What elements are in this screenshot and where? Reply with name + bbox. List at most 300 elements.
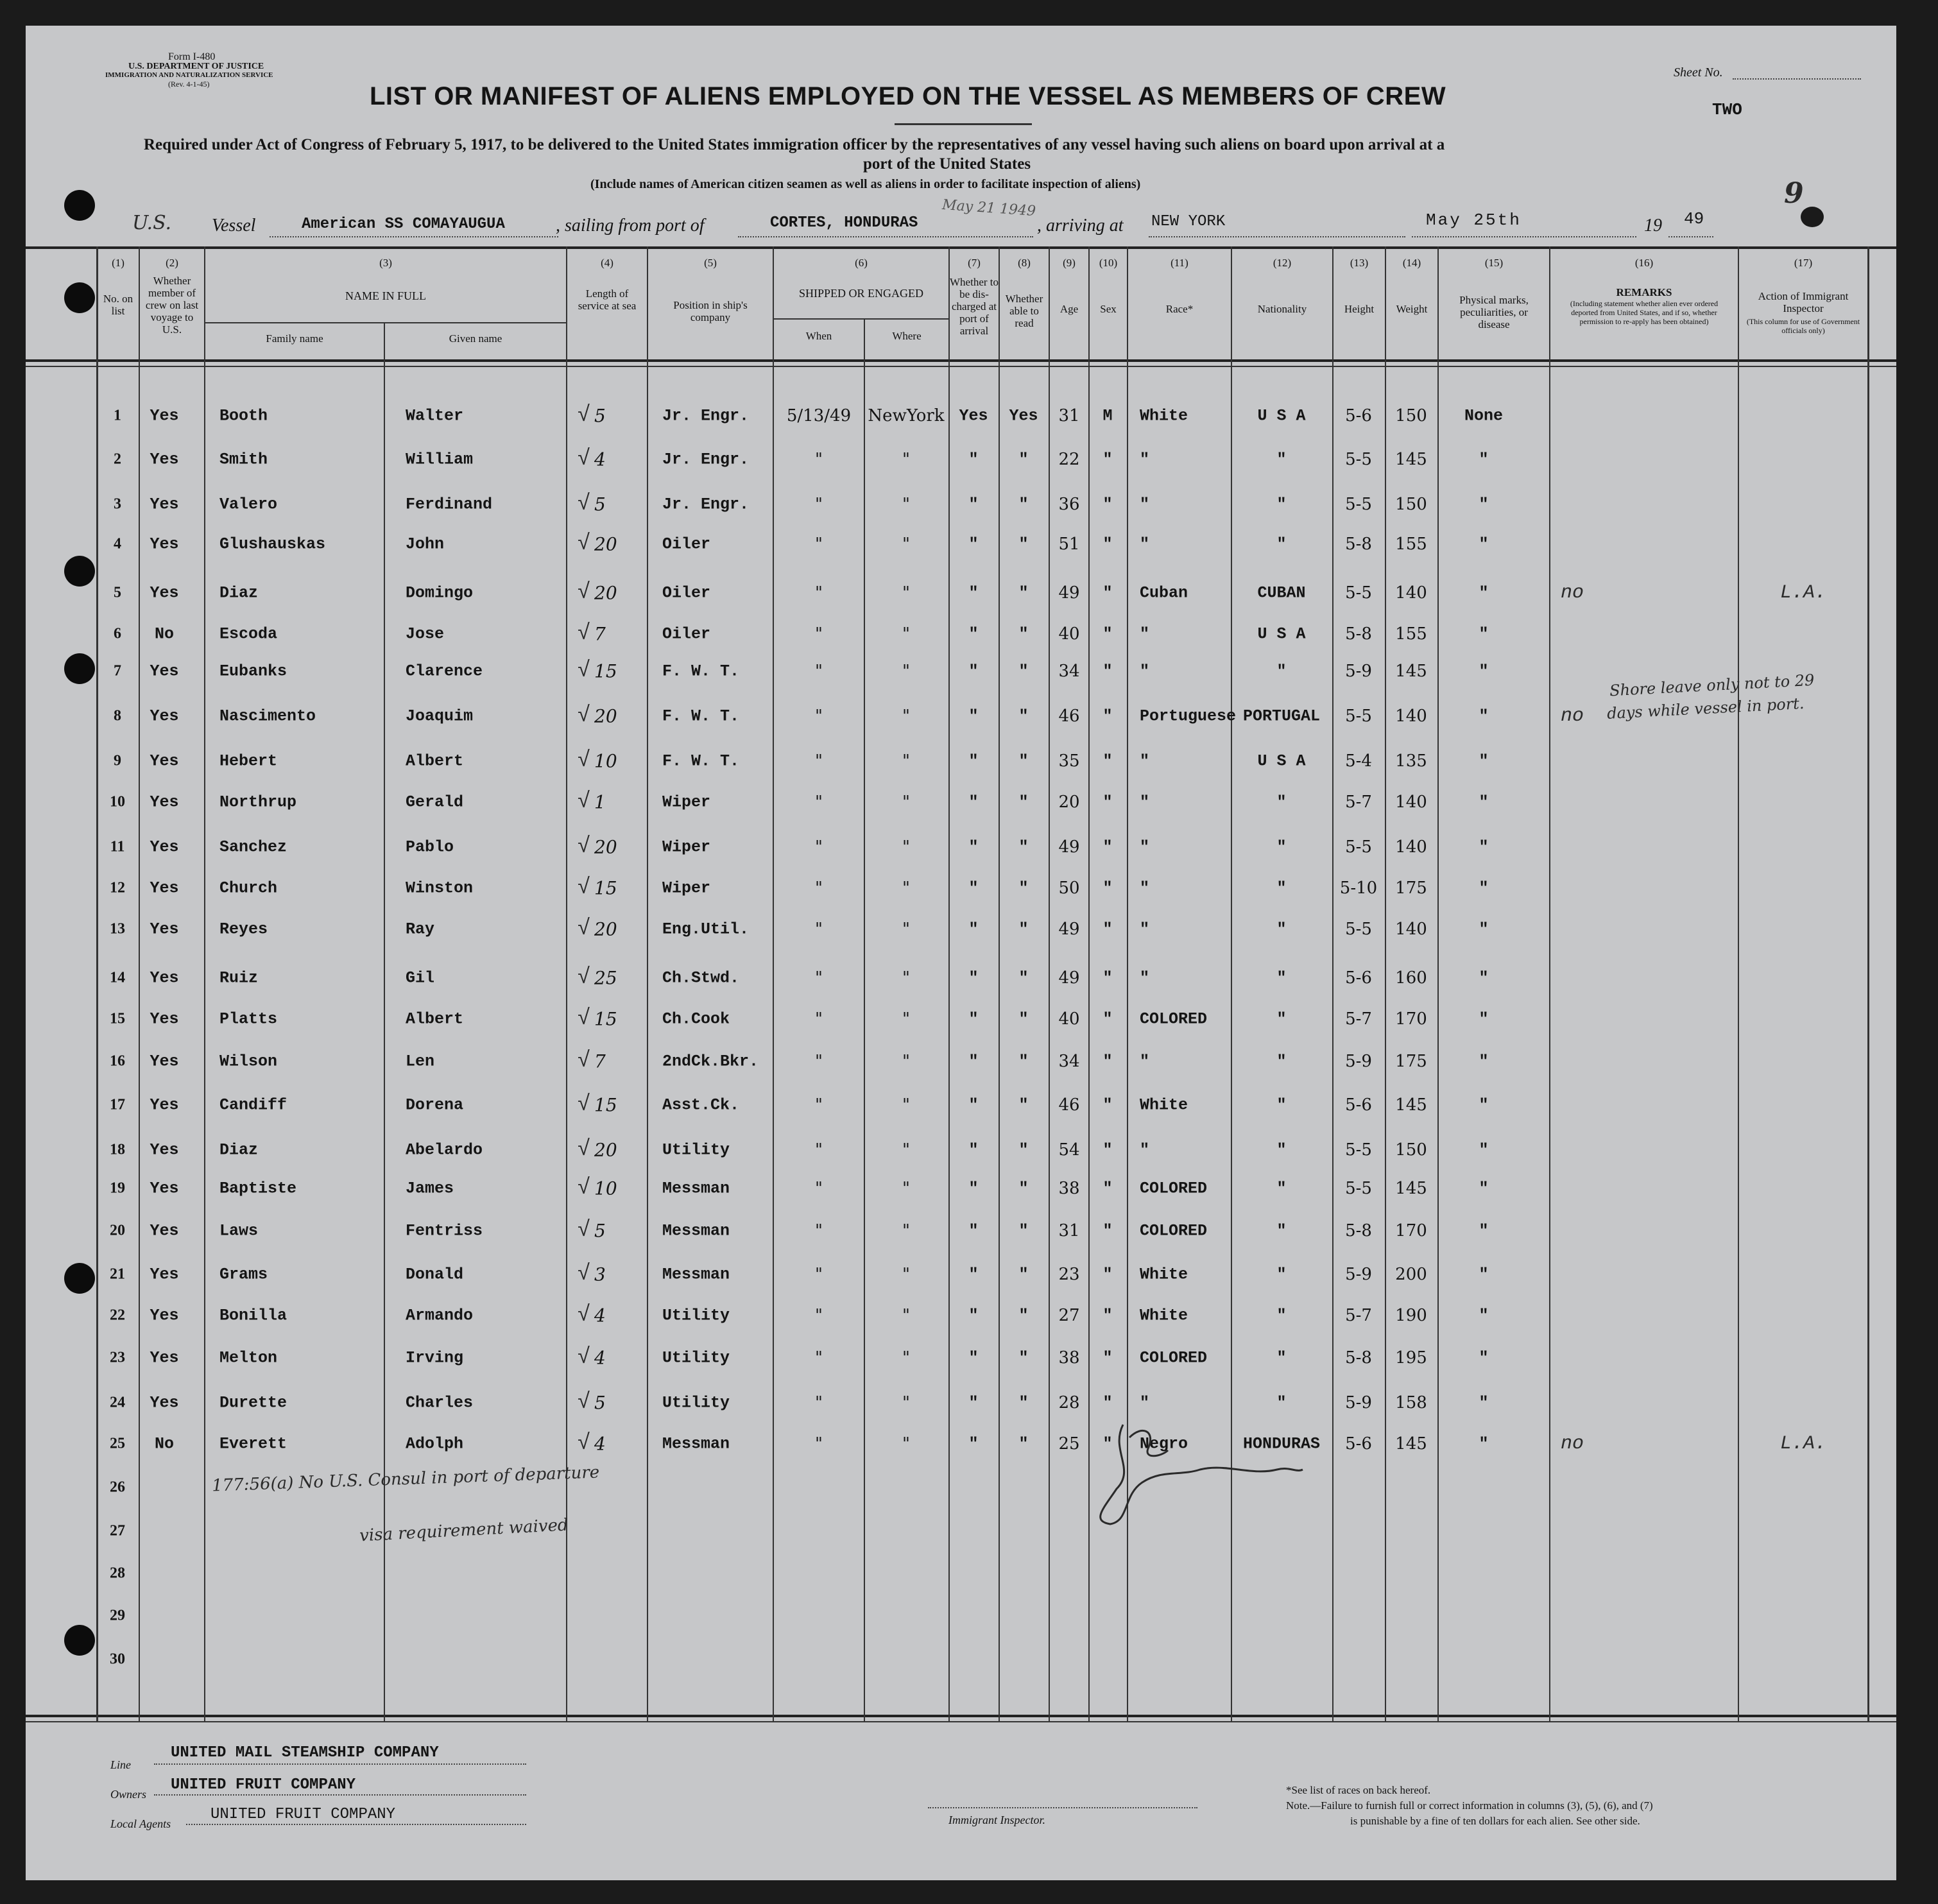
- cell-family-name: Diaz: [219, 583, 259, 603]
- agents-value: UNITED FRUIT COMPANY: [210, 1806, 396, 1823]
- cell-family-name: Candiff: [219, 1095, 287, 1115]
- check-mark-icon: √: [577, 1049, 591, 1074]
- cell-age: 38: [1058, 1179, 1080, 1198]
- cell-given-name: Len: [406, 1052, 435, 1071]
- punch-hole: [64, 190, 95, 221]
- cell-able-to-read: ": [1018, 1140, 1029, 1160]
- consul-note-line2: visa requirement waived: [359, 1515, 569, 1546]
- cell-weight: 158: [1395, 1393, 1427, 1412]
- sailing-line: [738, 236, 1033, 237]
- header-bottom-border: [26, 359, 1896, 362]
- col11-number: (11): [1171, 257, 1188, 269]
- cell-nationality: ": [1276, 450, 1287, 469]
- cell-sex: ": [1102, 583, 1113, 603]
- cell-position: F. W. T.: [662, 751, 740, 771]
- cell-nationality: ": [1276, 879, 1287, 898]
- col3a-header: Family name: [266, 332, 323, 345]
- cell-race: ": [1140, 1052, 1150, 1071]
- cell-shipped-where: ": [902, 920, 910, 939]
- cell-sex: ": [1102, 1393, 1113, 1412]
- cell-shipped-where: ": [902, 624, 910, 644]
- row-number: 11: [110, 838, 125, 855]
- col6a-header: When: [805, 330, 832, 342]
- cell-position: Utility: [662, 1348, 730, 1368]
- check-mark-icon: √: [577, 917, 591, 941]
- arrival-stamp: May 21 1949: [941, 196, 1036, 220]
- ink-blot: [1801, 207, 1824, 227]
- cell-discharged: ": [968, 968, 979, 988]
- remark-row8-line1: Shore leave only not to 29: [1609, 671, 1815, 700]
- cell-shipped-where: ": [902, 662, 910, 681]
- cell-age: 35: [1058, 751, 1080, 771]
- cell-prev-voyage: Yes: [150, 707, 179, 726]
- cell-shipped-where: ": [902, 879, 910, 898]
- row-number: 1: [114, 407, 121, 424]
- cell-weight: 145: [1395, 450, 1427, 469]
- cell-service: 10: [594, 750, 617, 772]
- row-number: 13: [110, 920, 125, 938]
- form-number: Form I-480: [168, 51, 216, 62]
- cell-age: 54: [1058, 1140, 1080, 1160]
- cell-prev-voyage: Yes: [150, 1306, 179, 1325]
- col-divider: [773, 246, 774, 1722]
- footer-note-1: Note.—Failure to furnish full or correct information in columns (3), (5), (6), and (7): [1286, 1799, 1653, 1812]
- cell-physical-marks: ": [1479, 920, 1489, 939]
- cell-position: Jr. Engr.: [662, 406, 750, 425]
- cell-nationality: CUBAN: [1257, 583, 1306, 603]
- cell-prev-voyage: Yes: [150, 406, 179, 425]
- cell-sex: ": [1102, 751, 1113, 771]
- cell-able-to-read: Yes: [1009, 406, 1038, 425]
- cell-given-name: William: [406, 450, 474, 469]
- inspector-initials: [1085, 1412, 1316, 1534]
- cell-shipped-when: ": [815, 1221, 823, 1240]
- col-divider: [566, 246, 567, 1722]
- check-mark-icon: √: [577, 704, 591, 728]
- cell-weight: 145: [1395, 1095, 1427, 1115]
- cell-prev-voyage: Yes: [150, 751, 179, 771]
- cell-prev-voyage: Yes: [150, 920, 179, 939]
- cell-race: ": [1140, 793, 1150, 812]
- col6-header: SHIPPED OR ENGAGED: [798, 287, 923, 300]
- cell-prev-voyage: Yes: [150, 1009, 179, 1029]
- check-mark-icon: √: [577, 1391, 591, 1415]
- row-number: 8: [114, 707, 121, 725]
- cell-able-to-read: ": [1018, 920, 1029, 939]
- cell-shipped-where: ": [902, 1095, 910, 1115]
- cell-shipped-when: ": [815, 1179, 823, 1198]
- cell-race: White: [1140, 1306, 1188, 1325]
- cell-service: 15: [594, 1094, 617, 1116]
- cell-shipped-when: ": [815, 624, 823, 644]
- col-divider: [1332, 246, 1333, 1722]
- cell-prev-voyage: Yes: [150, 1052, 179, 1071]
- cell-family-name: Ruiz: [219, 968, 259, 988]
- cell-discharged: ": [968, 707, 979, 726]
- cell-service: 20: [594, 582, 617, 604]
- cell-given-name: Dorena: [406, 1095, 464, 1115]
- check-mark-icon: √: [577, 876, 591, 900]
- cell-family-name: Eubanks: [219, 662, 287, 681]
- cell-nationality: ": [1276, 1306, 1287, 1325]
- cell-prev-voyage: Yes: [150, 583, 179, 603]
- cell-service: 4: [594, 1305, 606, 1326]
- cell-given-name: Ferdinand: [406, 495, 493, 514]
- cell-weight: 170: [1395, 1009, 1427, 1029]
- cell-given-name: Pablo: [406, 837, 454, 857]
- cell-physical-marks: ": [1479, 793, 1489, 812]
- cell-shipped-where: ": [902, 535, 910, 554]
- cell-prev-voyage: Yes: [150, 793, 179, 812]
- check-mark-icon: √: [577, 1007, 591, 1031]
- cell-shipped-when: ": [815, 1434, 823, 1454]
- agency-line-2: IMMIGRATION AND NATURALIZATION SERVICE: [105, 71, 273, 79]
- cell-height: 5-8: [1345, 1221, 1372, 1240]
- cell-able-to-read: ": [1018, 793, 1029, 812]
- cell-family-name: Booth: [219, 406, 268, 425]
- cell-prev-voyage: Yes: [150, 662, 179, 681]
- cell-shipped-when: ": [815, 535, 823, 554]
- check-mark-icon: √: [577, 581, 591, 605]
- cell-able-to-read: ": [1018, 968, 1029, 988]
- cell-race: Negro: [1140, 1434, 1188, 1454]
- cell-weight: 145: [1395, 1434, 1427, 1454]
- cell-service: 5: [594, 405, 606, 427]
- cell-nationality: ": [1276, 793, 1287, 812]
- cell-race: ": [1140, 879, 1150, 898]
- table-bottom-border-2: [26, 1721, 1896, 1722]
- col2-header: Whether member of crew on last voyage to U.S.: [145, 275, 199, 336]
- col6-number: (6): [855, 257, 868, 269]
- cell-race: Portuguese: [1140, 707, 1237, 726]
- cell-prev-voyage: Yes: [150, 450, 179, 469]
- cell-service: 5: [594, 1220, 606, 1242]
- cell-service: 5: [594, 1392, 606, 1414]
- cell-able-to-read: ": [1018, 662, 1029, 681]
- row-number: 26: [110, 1479, 125, 1496]
- cell-physical-marks: ": [1479, 1221, 1489, 1240]
- cell-service: 20: [594, 705, 617, 727]
- cell-weight: 140: [1395, 707, 1427, 726]
- cell-given-name: John: [406, 535, 445, 554]
- cell-prev-voyage: No: [154, 624, 175, 644]
- cell-height: 5-8: [1345, 535, 1372, 554]
- row-number: 4: [114, 535, 121, 553]
- cell-height: 5-5: [1345, 495, 1372, 514]
- cell-position: F. W. T.: [662, 662, 740, 681]
- cell-shipped-where: ": [902, 583, 910, 603]
- cell-position: Eng.Util.: [662, 920, 750, 939]
- owners-underline: [154, 1794, 526, 1796]
- corner-mark: 9: [1784, 177, 1804, 210]
- cell-sex: M: [1102, 406, 1113, 425]
- cell-able-to-read: ": [1018, 1179, 1029, 1198]
- cell-race: ": [1140, 624, 1150, 644]
- cell-able-to-read: ": [1018, 1348, 1029, 1368]
- col5-header: Position in ship's company: [673, 299, 748, 323]
- vessel-prefix: U.S.: [132, 212, 172, 234]
- cell-position: Wiper: [662, 793, 711, 812]
- cell-family-name: Sanchez: [219, 837, 287, 857]
- cell-weight: 155: [1395, 535, 1427, 554]
- col14-number: (14): [1402, 257, 1421, 269]
- cell-height: 5-6: [1345, 406, 1372, 425]
- cell-race: ": [1140, 535, 1150, 554]
- cell-discharged: ": [968, 450, 979, 469]
- cell-weight: 195: [1395, 1348, 1427, 1368]
- cell-shipped-when: ": [815, 920, 823, 939]
- cell-age: 28: [1058, 1393, 1080, 1412]
- cell-given-name: Gil: [406, 968, 435, 988]
- cell-age: 40: [1058, 624, 1080, 644]
- col13-number: (13): [1350, 257, 1369, 269]
- cell-shipped-where: ": [902, 793, 910, 812]
- cell-able-to-read: ": [1018, 1393, 1029, 1412]
- cell-able-to-read: ": [1018, 535, 1029, 554]
- row-number: 19: [110, 1179, 125, 1197]
- cell-family-name: Diaz: [219, 1140, 259, 1160]
- cell-discharged: ": [968, 879, 979, 898]
- cell-physical-marks: ": [1479, 1265, 1489, 1284]
- cell-shipped-when: ": [815, 1140, 823, 1160]
- cell-height: 5-9: [1345, 1393, 1372, 1412]
- cell-sex: ": [1102, 1179, 1113, 1198]
- cell-family-name: Everett: [219, 1434, 287, 1454]
- cell-nationality: ": [1276, 1348, 1287, 1368]
- cell-physical-marks: ": [1479, 1306, 1489, 1325]
- cell-family-name: Melton: [219, 1348, 278, 1368]
- cell-family-name: Grams: [219, 1265, 268, 1284]
- cell-height: 5-5: [1345, 920, 1372, 939]
- cell-shipped-when: ": [815, 450, 823, 469]
- cell-race: ": [1140, 662, 1150, 681]
- cell-sex: ": [1102, 968, 1113, 988]
- cell-race: COLORED: [1140, 1179, 1208, 1198]
- consul-note-line1: 177:56(a) No U.S. Consul in port of departure: [211, 1462, 600, 1496]
- col9-number: (9): [1063, 257, 1076, 269]
- cell-sex: ": [1102, 662, 1113, 681]
- cell-prev-voyage: No: [154, 1434, 175, 1454]
- cell-position: Ch.Stwd.: [662, 968, 740, 988]
- cell-nationality: ": [1276, 1009, 1287, 1029]
- cell-height: 5-6: [1345, 1434, 1372, 1454]
- shipped-subheader-rule: [773, 318, 948, 320]
- col14-header: Weight: [1396, 303, 1428, 315]
- row-number: 15: [110, 1010, 125, 1027]
- col16-header: REMARKS: [1616, 286, 1672, 298]
- punch-hole: [64, 1263, 95, 1294]
- col4-number: (4): [601, 257, 613, 269]
- year-value: 49: [1684, 209, 1704, 228]
- cell-age: 46: [1058, 707, 1080, 726]
- cell-family-name: Valero: [219, 495, 278, 514]
- row-number: 21: [110, 1265, 125, 1283]
- cell-race: ": [1140, 1393, 1150, 1412]
- cell-physical-marks: ": [1479, 662, 1489, 681]
- cell-age: 36: [1058, 495, 1080, 514]
- table-top-border: [26, 246, 1896, 249]
- cell-discharged: ": [968, 495, 979, 514]
- cell-nationality: ": [1276, 1140, 1287, 1160]
- cell-discharged: ": [968, 1306, 979, 1325]
- line-label: Line: [110, 1758, 132, 1771]
- check-mark-icon: √: [577, 659, 591, 683]
- col-divider: [384, 322, 385, 1722]
- cell-height: 5-8: [1345, 1348, 1372, 1368]
- header-bottom-border-2: [26, 366, 1896, 367]
- table-bottom-border: [26, 1715, 1896, 1717]
- cell-service: 20: [594, 533, 617, 555]
- cell-position: Utility: [662, 1140, 730, 1160]
- cell-discharged: ": [968, 535, 979, 554]
- col15-number: (15): [1484, 257, 1504, 269]
- cell-nationality: ": [1276, 1221, 1287, 1240]
- races-note: *See list of races on back hereof.: [1286, 1784, 1431, 1796]
- col2-number: (2): [166, 257, 178, 269]
- cell-physical-marks: ": [1479, 1009, 1489, 1029]
- cell-family-name: Bonilla: [219, 1306, 287, 1325]
- cell-position: Asst.Ck.: [662, 1095, 740, 1115]
- check-mark-icon: √: [577, 1219, 591, 1243]
- check-mark-icon: √: [577, 1176, 591, 1201]
- cell-sex: ": [1102, 1265, 1113, 1284]
- cell-sex: ": [1102, 1306, 1113, 1325]
- name-subheader-rule: [204, 322, 566, 323]
- cell-shipped-when: ": [815, 751, 823, 771]
- cell-height: 5-5: [1345, 1179, 1372, 1198]
- cell-weight: 190: [1395, 1306, 1427, 1325]
- cell-prev-voyage: Yes: [150, 837, 179, 857]
- cell-age: 49: [1058, 583, 1080, 603]
- col5-number: (5): [704, 257, 717, 269]
- col3-header: NAME IN FULL: [345, 289, 426, 302]
- cell-sex: ": [1102, 879, 1113, 898]
- cell-physical-marks: ": [1479, 1393, 1489, 1412]
- cell-shipped-where: ": [902, 450, 910, 469]
- cell-shipped-when: ": [815, 495, 823, 514]
- cell-nationality: ": [1276, 920, 1287, 939]
- cell-height: 5-5: [1345, 583, 1372, 603]
- cell-weight: 175: [1395, 1052, 1427, 1071]
- cell-age: 38: [1058, 1348, 1080, 1368]
- cell-physical-marks: ": [1479, 535, 1489, 554]
- check-mark-icon: √: [577, 790, 591, 814]
- cell-prev-voyage: Yes: [150, 1348, 179, 1368]
- cell-physical-marks: ": [1479, 1140, 1489, 1160]
- cell-prev-voyage: Yes: [150, 879, 179, 898]
- col3-number: (3): [379, 257, 392, 269]
- cell-shipped-when: 5/13/49: [786, 406, 852, 425]
- cell-shipped-when: ": [815, 1095, 823, 1115]
- cell-nationality: U S A: [1257, 751, 1306, 771]
- cell-discharged: ": [968, 1052, 979, 1071]
- cell-height: 5-9: [1345, 662, 1372, 681]
- cell-able-to-read: ": [1018, 1265, 1029, 1284]
- cell-nationality: ": [1276, 1179, 1287, 1198]
- cell-nationality: U S A: [1257, 406, 1306, 425]
- cell-able-to-read: ": [1018, 837, 1029, 857]
- cell-race: COLORED: [1140, 1348, 1208, 1368]
- row-number: 29: [110, 1607, 125, 1624]
- form-subtitle-3: (Include names of American citizen seamen as well as aliens in order to facilitate inspection of aliens): [590, 177, 1141, 191]
- cell-shipped-where: ": [902, 1221, 910, 1240]
- cell-physical-marks: None: [1464, 406, 1504, 425]
- cell-family-name: Hebert: [219, 751, 278, 771]
- col-divider: [1738, 246, 1739, 1722]
- cell-prev-voyage: Yes: [150, 1393, 179, 1412]
- cell-age: 40: [1058, 1009, 1080, 1029]
- cell-shipped-where: ": [902, 1306, 910, 1325]
- cell-able-to-read: ": [1018, 624, 1029, 644]
- year-prefix: 19: [1644, 216, 1662, 236]
- arriving-line: [1149, 236, 1405, 237]
- punch-hole: [64, 282, 95, 313]
- cell-action: L.A.: [1779, 1433, 1827, 1455]
- cell-age: 46: [1058, 1095, 1080, 1115]
- cell-prev-voyage: Yes: [150, 535, 179, 554]
- col12-number: (12): [1273, 257, 1292, 269]
- cell-sex: ": [1102, 1140, 1113, 1160]
- cell-age: 20: [1058, 793, 1080, 812]
- cell-weight: 140: [1395, 793, 1427, 812]
- cell-weight: 150: [1395, 495, 1427, 514]
- cell-remarks: no: [1561, 705, 1584, 727]
- cell-physical-marks: ": [1479, 968, 1489, 988]
- check-mark-icon: √: [577, 622, 591, 646]
- col1-number: (1): [112, 257, 124, 269]
- row-number: 28: [110, 1565, 125, 1582]
- check-mark-icon: √: [577, 532, 591, 556]
- cell-age: 27: [1058, 1306, 1080, 1325]
- cell-service: 20: [594, 836, 617, 858]
- cell-remarks: no: [1561, 1433, 1584, 1455]
- cell-family-name: Durette: [219, 1393, 287, 1412]
- cell-service: 1: [594, 791, 606, 813]
- row-number: 20: [110, 1222, 125, 1239]
- cell-given-name: Adolph: [406, 1434, 464, 1454]
- cell-weight: 175: [1395, 879, 1427, 898]
- cell-shipped-when: ": [815, 662, 823, 681]
- cell-nationality: ": [1276, 1095, 1287, 1115]
- cell-nationality: PORTUGAL: [1242, 707, 1321, 726]
- cell-height: 5-5: [1345, 450, 1372, 469]
- cell-given-name: Walter: [406, 406, 464, 425]
- cell-position: Oiler: [662, 624, 711, 644]
- date-value: May 25th: [1426, 210, 1522, 230]
- cell-given-name: Irving: [406, 1348, 464, 1368]
- cell-sex: ": [1102, 1348, 1113, 1368]
- owners-value: UNITED FRUIT COMPANY: [171, 1776, 356, 1794]
- cell-position: F. W. T.: [662, 707, 740, 726]
- cell-height: 5-9: [1345, 1052, 1372, 1071]
- cell-shipped-where: ": [902, 837, 910, 857]
- cell-height: 5-4: [1345, 751, 1372, 771]
- check-mark-icon: √: [577, 404, 591, 428]
- cell-weight: 140: [1395, 920, 1427, 939]
- cell-given-name: Charles: [406, 1393, 474, 1412]
- agency-line-1: U.S. DEPARTMENT OF JUSTICE: [128, 62, 264, 71]
- cell-weight: 140: [1395, 583, 1427, 603]
- cell-shipped-where: ": [902, 495, 910, 514]
- cell-race: White: [1140, 406, 1188, 425]
- cell-service: 7: [594, 1051, 606, 1072]
- cell-able-to-read: ": [1018, 751, 1029, 771]
- cell-nationality: ": [1276, 968, 1287, 988]
- punch-hole: [64, 653, 95, 684]
- cell-shipped-when: ": [815, 837, 823, 857]
- cell-service: 10: [594, 1178, 617, 1199]
- cell-service: 7: [594, 623, 606, 645]
